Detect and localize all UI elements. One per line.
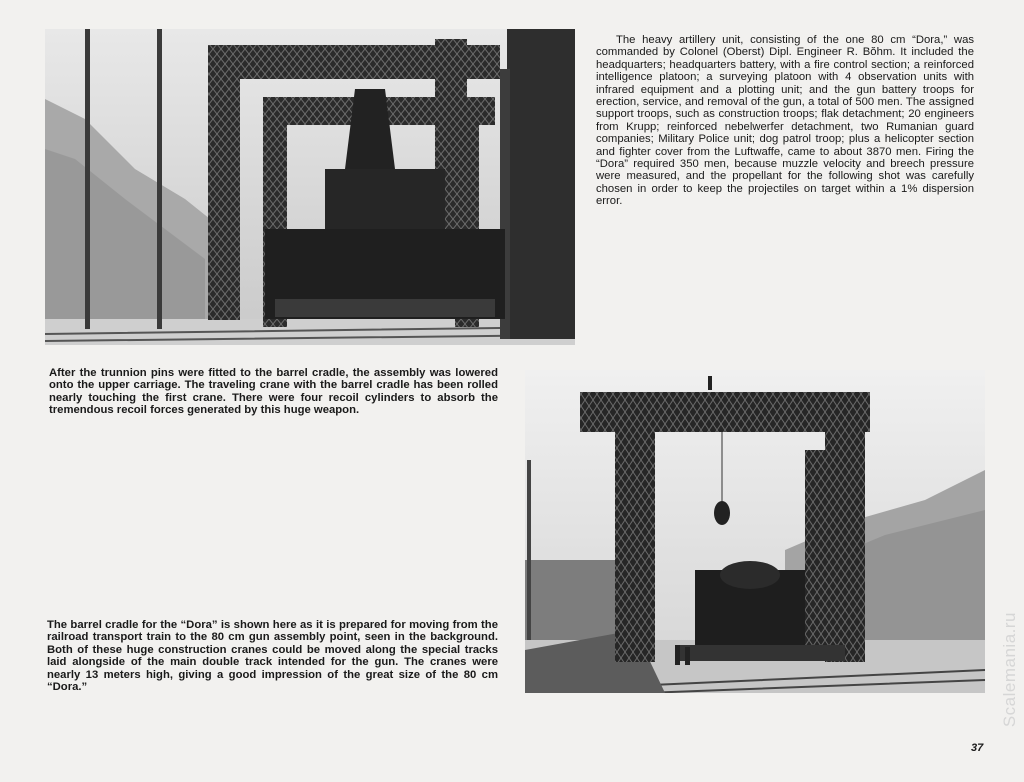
photo-barrel-cradle-crane-image xyxy=(525,370,985,693)
photo-gantry-cranes-assembly-image xyxy=(45,29,575,345)
body-paragraph-text: The heavy artillery unit, consisting of the one 80 cm “Dora,” was commanded by Colonel (Oberst) Dipl. Engineer R. Bŏhm. It included the headquarters; headquarters battery, with a fire control section; a reinforced intelligence platoon; a surveying platoon with 4 observation units with infrared equipment and a plotting unit; and the gun battery troops for erection, service, and removal of the gun, a total of 500 men. The assigned support troops, such as construction troops; flak detachment; 20 engineers from Krupp; reinforced nebelwerfer detachment, two Rumanian guard companies; Military Police unit; dog patrol troop; plus a helicopter section and fighter cover from the Luftwaffe, came to about 3870 men. Firing the “Dora” required 350 men, because muzzle velocity and breech pressure were measured, and the propellant for the following shot was carefully chosen in order to keep the projectiles on target within a 1% dispersion error. xyxy=(596,34,974,208)
caption-trunnion-pins: After the trunnion pins were fitted to the barrel cradle, the assembly was lowered onto the upper carriage. The traveling crane with the barrel cradle has been rolled nearly touching the first crane. There were four recoil cylinders to absorb the tremendous recoil forces generated by this huge weapon. xyxy=(49,367,498,417)
photo-gantry-cranes-assembly xyxy=(45,29,575,345)
caption-barrel-cradle: The barrel cradle for the “Dora” is shown here as it is prepared for moving from the railroad transport train to the 80 cm gun assembly point, seen in the background. Both of these huge construction cranes could be moved along the special tracks laid alongside of the main double track intended for the gun. The cranes were nearly 13 meters high, giving a good impression of the great size of the 80 cm “Dora.” xyxy=(47,619,498,694)
page-number: 37 xyxy=(971,742,984,754)
body-paragraph-heavy-artillery-unit xyxy=(596,34,974,208)
watermark-text: Scalemania.ru xyxy=(1000,612,1019,728)
photo-barrel-cradle-crane xyxy=(525,370,985,693)
